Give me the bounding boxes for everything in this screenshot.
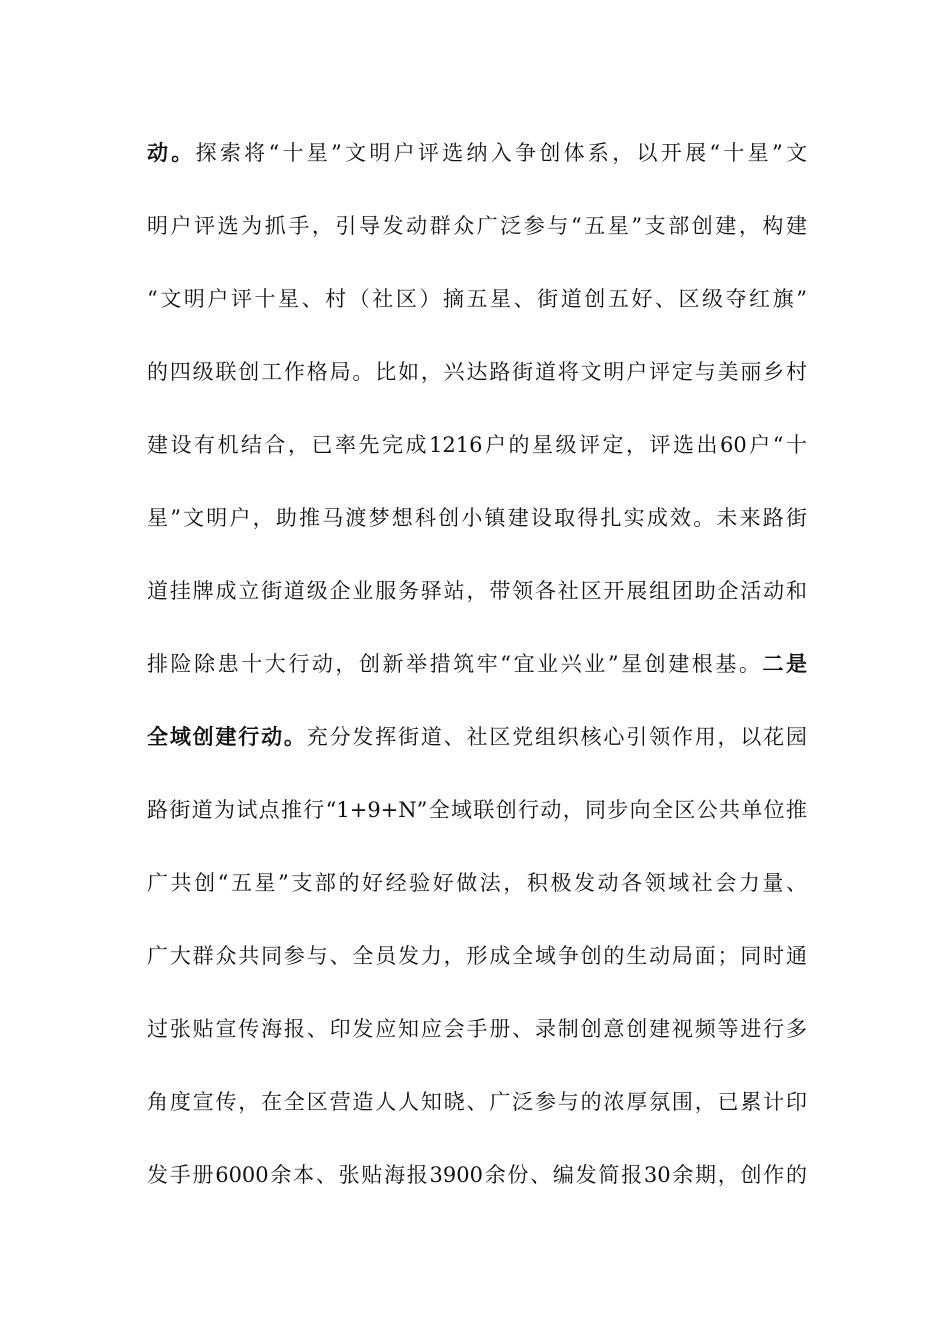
body-text: 路街道为试点推行“1+9+N”全域联创行动，同步向全区公共单位推 (147, 798, 807, 822)
text-line (147, 279, 807, 319)
bold-text: 二是 (762, 651, 807, 676)
text-line (147, 206, 807, 246)
text-line (147, 790, 807, 830)
text-line (147, 863, 807, 903)
bold-text: 动。 (147, 140, 196, 165)
text-line (147, 1009, 807, 1049)
body-text: 道挂牌成立街道级企业服务驿站，带领各社区开展组团助企活动和 (147, 579, 807, 603)
body-text: 过张贴宣传海报、印发应知应会手册、录制创意创建视频等进行多 (147, 1017, 807, 1041)
text-line (147, 133, 807, 173)
body-text: 排险除患十大行动，创新举措筑牢“宜业兴业”星创建根基。 (147, 652, 763, 676)
body-text: 广大群众共同参与、全员发力，形成全域争创的生动局面；同时通 (147, 944, 807, 968)
body-text: 广共创“五星”支部的好经验好做法，积极发动各领域社会力量、 (147, 871, 807, 895)
text-line (147, 644, 807, 684)
text-line (147, 1082, 807, 1122)
text-line (147, 352, 807, 392)
body-text: 的四级联创工作格局。比如，兴达路街道将文明户评定与美丽乡村 (147, 360, 807, 384)
body-text: 充分发挥街道、社区党组织核心引领作用，以花园 (306, 725, 807, 749)
body-text: 发手册6000余本、张贴海报3900余份、编发简报30余期，创作的 (147, 1163, 807, 1187)
body-text: 探索将“十星”文明户评选纳入争创体系，以开展“十星”文 (195, 141, 807, 165)
text-line (147, 571, 807, 611)
text-line (147, 1155, 807, 1195)
body-text: “文明户评十星、村（社区）摘五星、街道创五好、区级夺红旗” (147, 287, 807, 311)
body-text: 明户评选为抓手，引导发动群众广泛参与“五星”支部创建，构建 (147, 214, 807, 238)
body-text: 星”文明户，助推马渡梦想科创小镇建设取得扎实成效。未来路街 (147, 506, 807, 530)
bold-text: 全域创建行动。 (147, 724, 307, 749)
text-line (147, 717, 807, 757)
text-line (147, 425, 807, 465)
body-text: 建设有机结合，已率先完成1216户的星级评定，评选出60户“十 (147, 433, 807, 457)
text-line (147, 936, 807, 976)
body-text: 角度宣传，在全区营造人人知晓、广泛参与的浓厚氛围，已累计印 (147, 1090, 807, 1114)
text-line (147, 498, 807, 538)
